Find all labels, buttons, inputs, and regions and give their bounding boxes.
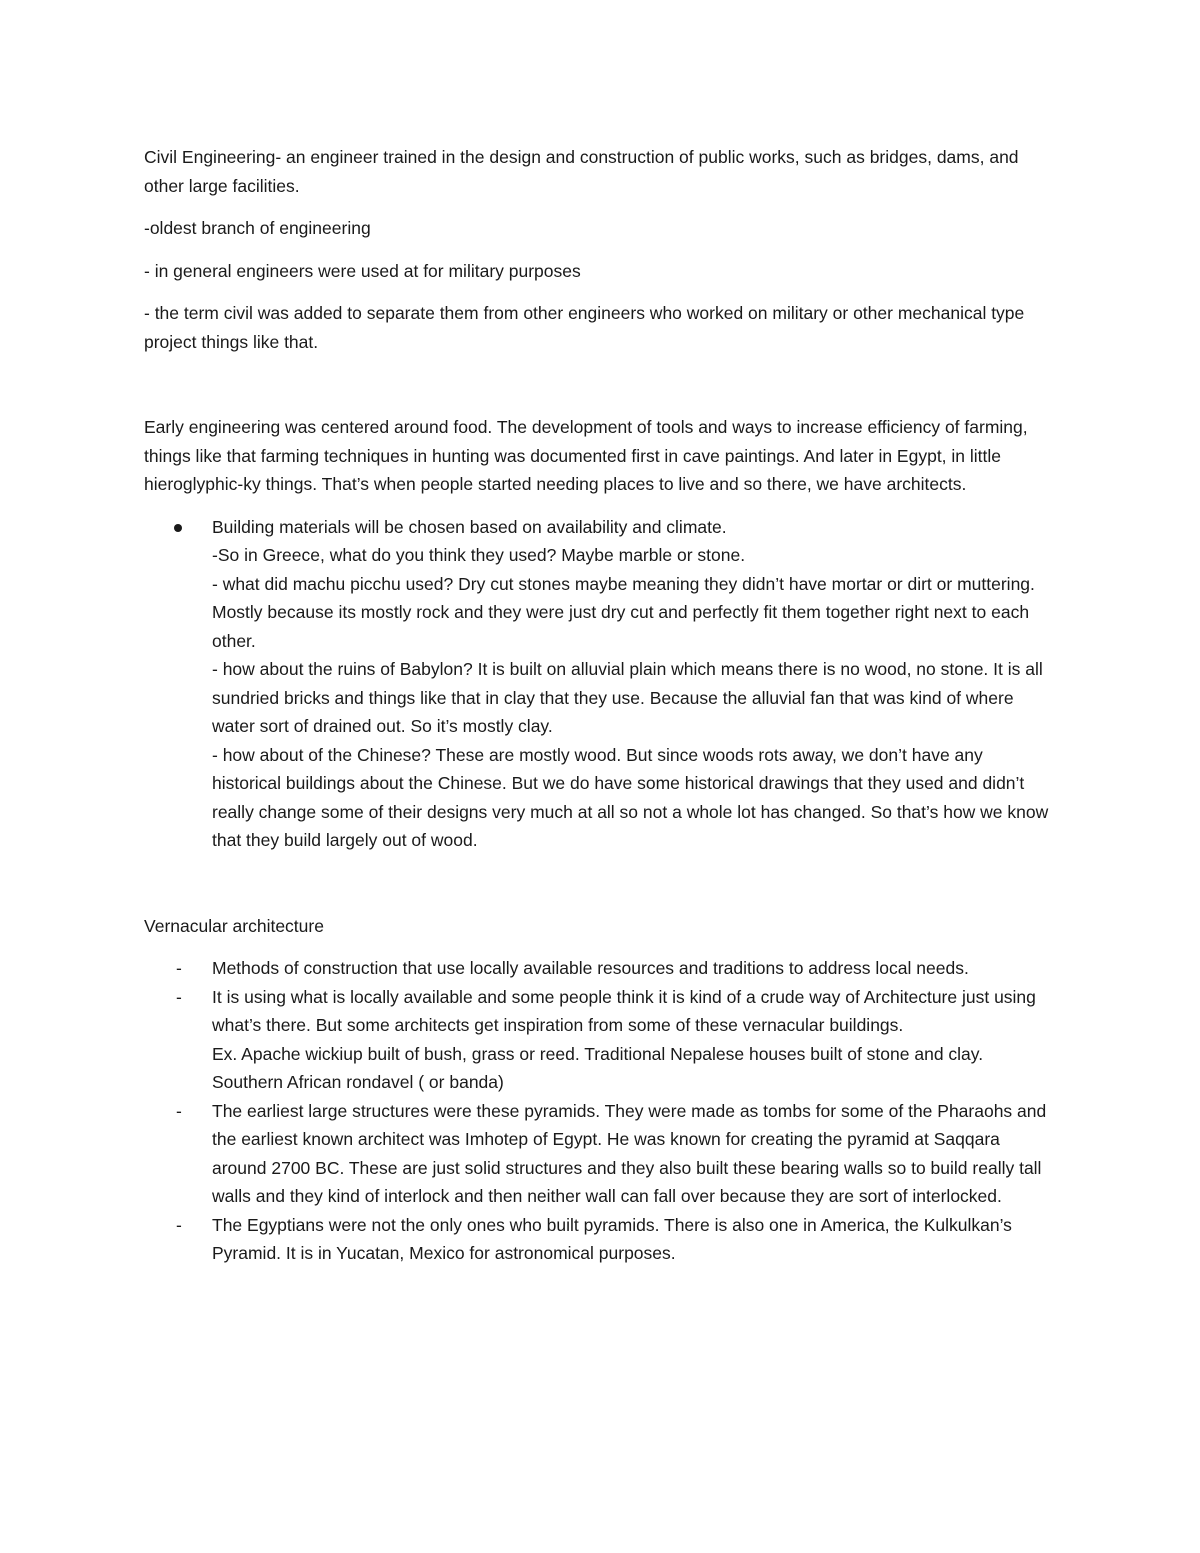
bullet-line-babylon: - how about the ruins of Babylon? It is built on alluvial plain which means there is no wood, no stone. It is all sundried bricks and things like that in clay that they use. Because the alluvial fan that was kind of where water sort of drained out. So it’s mostly clay. (212, 659, 1043, 736)
document-body (144, 143, 1056, 1268)
vernacular-heading: Vernacular architecture (144, 915, 324, 936)
vernacular-item-example: Ex. Apache wickiup built of bush, grass or reed. Traditional Nepalese houses built of stone and clay. Southern African rondavel ( or banda) (212, 1043, 984, 1092)
list-item (144, 954, 1056, 983)
bullet-line-greece: -So in Greece, what do you think they used? Maybe marble or stone. (212, 545, 746, 565)
vernacular-item-text: The earliest large structures were these pyramids. They were made as tombs for some of the Pharaohs and the earliest known architect was Imhotep of Egypt. He was known for creating the pyramid at Saqqara around 2700 BC. These are just solid structures and they also built these bearing walls so to build really tall walls and they kind of interlock and then neither wall can fall over because they are sort of interlocked. (212, 1100, 1047, 1206)
list-item (144, 1211, 1056, 1268)
vernacular-item-text: Methods of construction that use locally available resources and traditions to address local needs. (212, 958, 969, 978)
note-military-purposes: - in general engineers were used at for military purposes (144, 260, 581, 281)
vernacular-list (144, 954, 1056, 1268)
vernacular-item-text: It is using what is locally available and some people think it is kind of a crude way of Architecture just using what’s there. But some architects get inspiration from some of these vernacular buildings. (212, 986, 1036, 1035)
list-item (144, 983, 1056, 1097)
paragraph-spacer (144, 370, 1056, 413)
dash-marker: - (176, 1100, 182, 1121)
bullet-lead: Building materials will be chosen based on availability and climate. (212, 516, 727, 537)
dash-marker: - (176, 958, 182, 978)
civil-engineering-definition: Civil Engineering- an engineer trained in the design and construction of public works, such as bridges, dams, and other large facilities. (144, 147, 1019, 196)
vernacular-item-text: The Egyptians were not the only ones who built pyramids. There is also one in America, the Kulkulkan’s Pyramid. It is in Yucatan, Mexico for astronomical purposes. (212, 1214, 1012, 1263)
dash-marker: - (176, 1214, 182, 1235)
early-engineering-paragraph: Early engineering was centered around food. The development of tools and ways to increase efficiency of farming, things like that farming techniques in hunting was documented first in cave paintings. And later in Egypt, in little hieroglyphic-ky things. That’s when people started needing places to live and so there, we have architects. (144, 417, 1028, 494)
bullet-line-machu-picchu: - what did machu picchu used? Dry cut stones maybe meaning they didn’t have mortar or dirt or muttering. Mostly because its mostly rock and they were just dry cut and perfectly fit them together right next to each other. (212, 573, 1035, 651)
list-item (144, 1097, 1056, 1211)
bullet-dot-icon (174, 513, 182, 542)
note-oldest-branch: -oldest branch of engineering (144, 218, 371, 238)
list-item (144, 513, 1056, 855)
note-term-civil: - the term civil was added to separate them from other engineers who worked on military or other mechanical type project things like that. (144, 303, 1025, 352)
building-materials-list (144, 513, 1056, 855)
dash-marker: - (176, 986, 182, 1007)
paragraph-spacer (144, 869, 1056, 912)
bullet-line-chinese: - how about of the Chinese? These are mostly wood. But since woods rots away, we don’t have any historical buildings about the Chinese. But we do have some historical drawings that they used and didn’t really change some of their designs very much at all so not a whole lot has changed. So that’s how we know that they build largely out of wood. (212, 744, 1049, 850)
